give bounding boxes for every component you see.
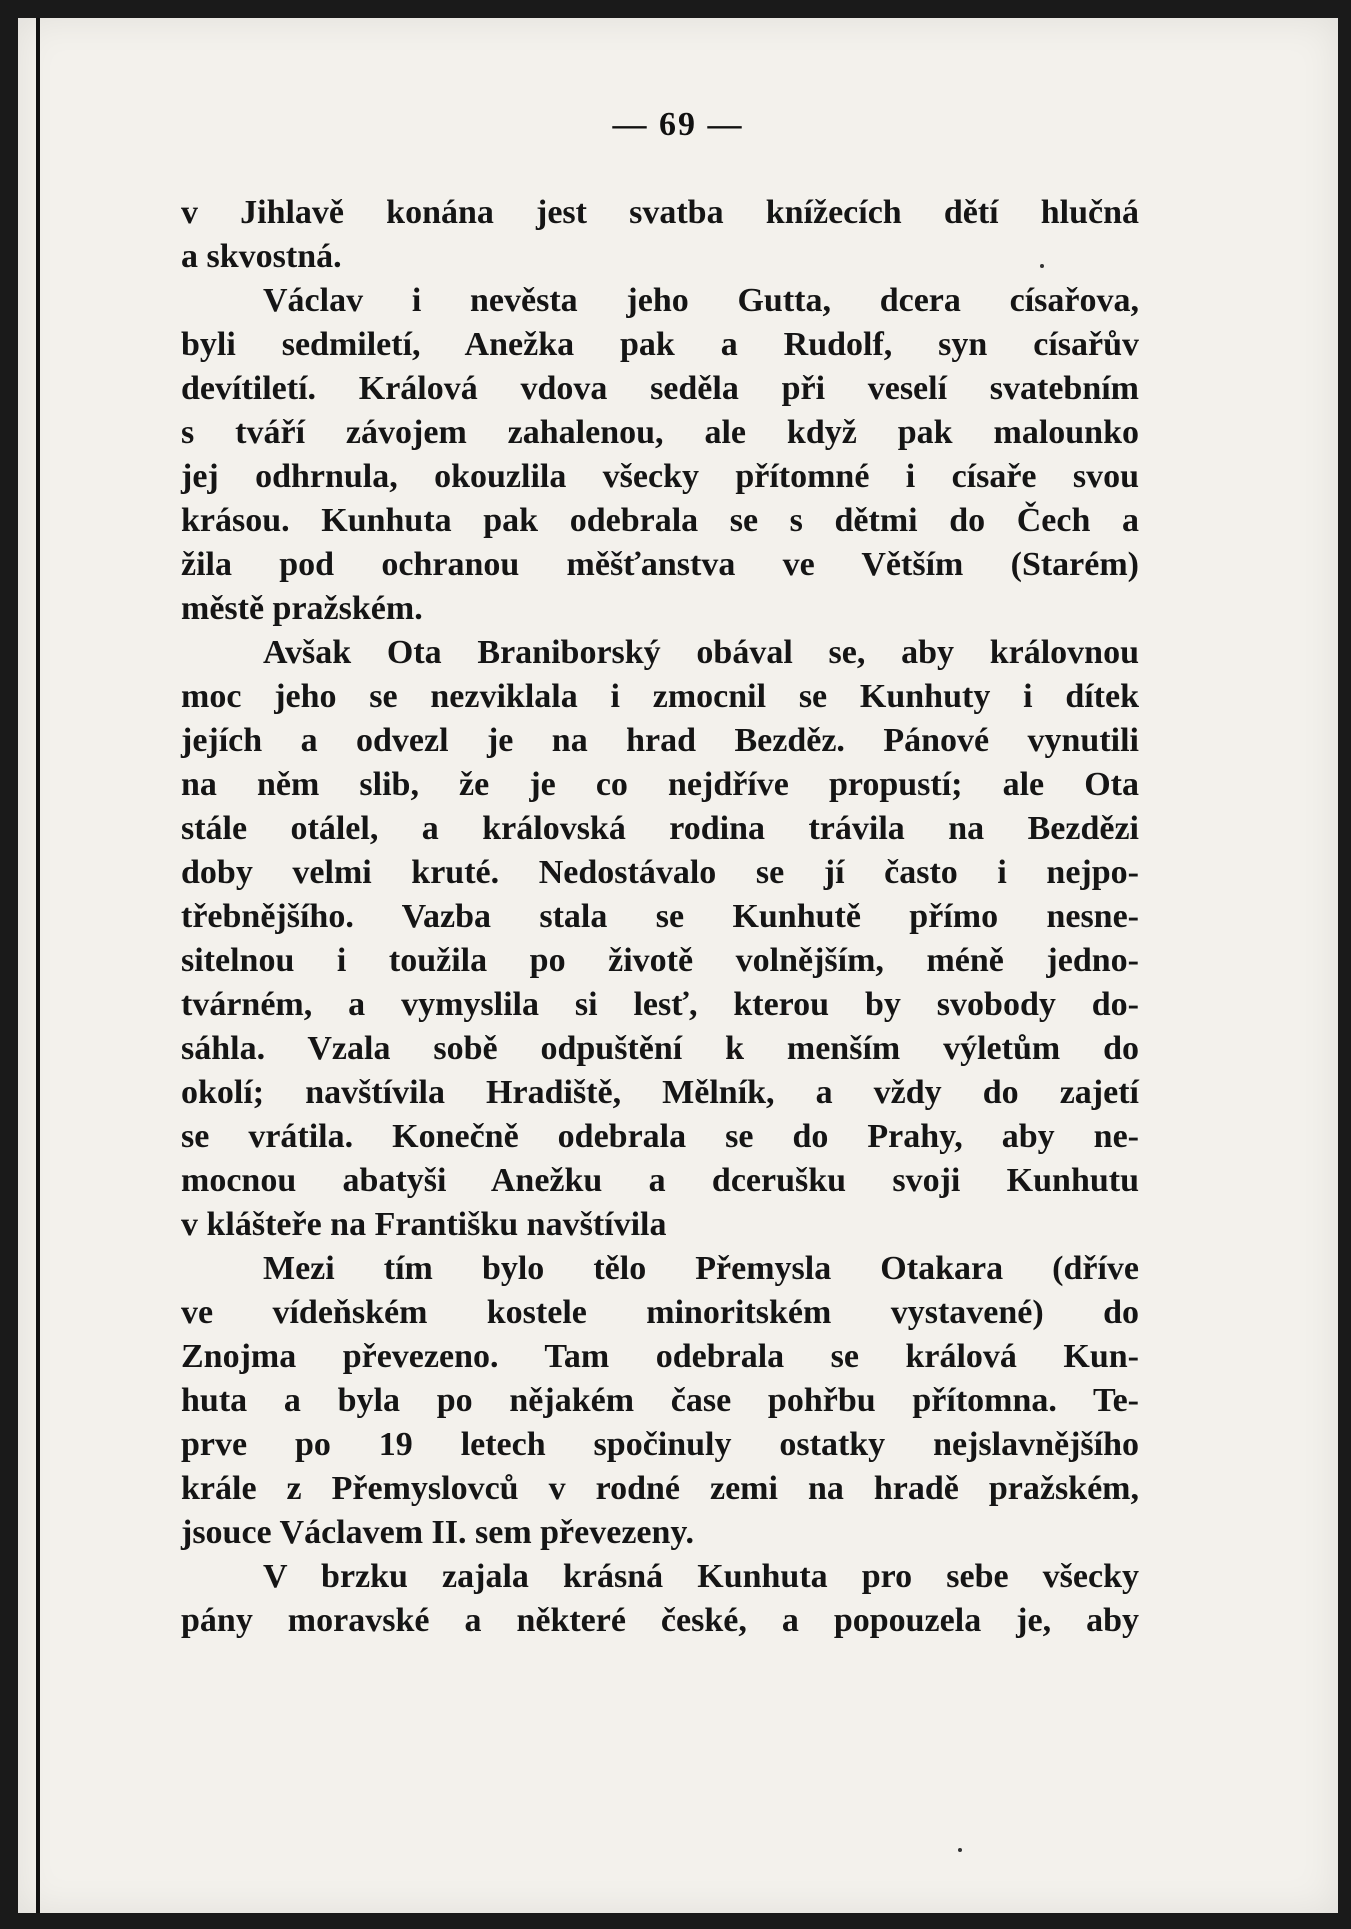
book-page (18, 18, 1338, 1913)
text-line: v klášteře na Františku navštívila (181, 1206, 667, 1243)
text-line: mocnou abatyši Anežku a dcerušku svoji Kunhutu (181, 1162, 1139, 1199)
text-line: ve vídeňském kostele minoritském vystavené) do (181, 1294, 1139, 1331)
text-line: devítiletí. Králová vdova seděla při veselí svatebním (181, 370, 1139, 407)
text-line: huta a byla po nějakém čase pohřbu přítomna. Te- (181, 1382, 1139, 1419)
text-line: V brzku zajala krásná Kunhuta pro sebe všecky (263, 1558, 1139, 1595)
text-line: okolí; navštívila Hradiště, Mělník, a vždy do zajetí (181, 1074, 1139, 1111)
text-line: žila pod ochranou měšťanstva ve Větším (Starém) (181, 546, 1139, 583)
text-line: byli sedmiletí, Anežka pak a Rudolf, syn císařův (181, 326, 1139, 363)
text-line: krále z Přemyslovců v rodné zemi na hradě pražském, (181, 1470, 1139, 1507)
text-line: tvárném, a vymyslila si lesť, kterou by svobody do- (181, 986, 1139, 1023)
text-line: Avšak Ota Braniborský obával se, aby královnou (263, 634, 1139, 671)
text-line: stále otálel, a královská rodina trávila na Bezdězi (181, 810, 1139, 847)
text-line: prve po 19 letech spočinuly ostatky nejslavnějšího (181, 1426, 1139, 1463)
body-text (181, 191, 1139, 1643)
text-line: třebnějšího. Vazba stala se Kunhutě přímo nesne- (181, 898, 1139, 935)
text-line: pány moravské a některé české, a popouzela je, aby (181, 1602, 1139, 1639)
text-line: sáhla. Vzala sobě odpuštění k menším výletům do (181, 1030, 1139, 1067)
text-line: doby velmi kruté. Nedostávalo se jí často i nejpo- (181, 854, 1139, 891)
text-line: s tváří závojem zahalenou, ale když pak malounko (181, 414, 1139, 451)
text-line: jej odhrnula, okouzlila všecky přítomné i císaře svou (181, 458, 1139, 495)
text-line: jejích a odvezl je na hrad Bezděz. Pánové vynutili (181, 722, 1139, 759)
text-line: se vrátila. Konečně odebrala se do Prahy, aby ne- (181, 1118, 1139, 1155)
text-line: Mezi tím bylo tělo Přemysla Otakara (dříve (263, 1250, 1139, 1287)
text-line: městě pražském. (181, 590, 423, 627)
text-line: jsouce Václavem II. sem převezeny. (181, 1514, 695, 1551)
paper-speck (958, 1848, 962, 1852)
text-line: Václav i nevěsta jeho Gutta, dcera císařova, (263, 282, 1139, 319)
paper-speck (1040, 264, 1044, 268)
text-line: krásou. Kunhuta pak odebrala se s dětmi do Čech a (181, 502, 1139, 539)
text-line: sitelnou i toužila po životě volnějším, méně jedno- (181, 942, 1139, 979)
page-number: — 69 — (612, 106, 744, 143)
text-line: Znojma převezeno. Tam odebrala se králová Kun- (181, 1338, 1139, 1375)
text-line: moc jeho se nezviklala i zmocnil se Kunhuty i dítek (181, 678, 1139, 715)
text-line: v Jihlavě konána jest svatba knížecích dětí hlučná (181, 194, 1139, 231)
text-line: a skvostná. (181, 238, 342, 275)
binding-edge (36, 18, 40, 1913)
text-line: na něm slib, že je co nejdříve propustí; ale Ota (181, 766, 1139, 803)
